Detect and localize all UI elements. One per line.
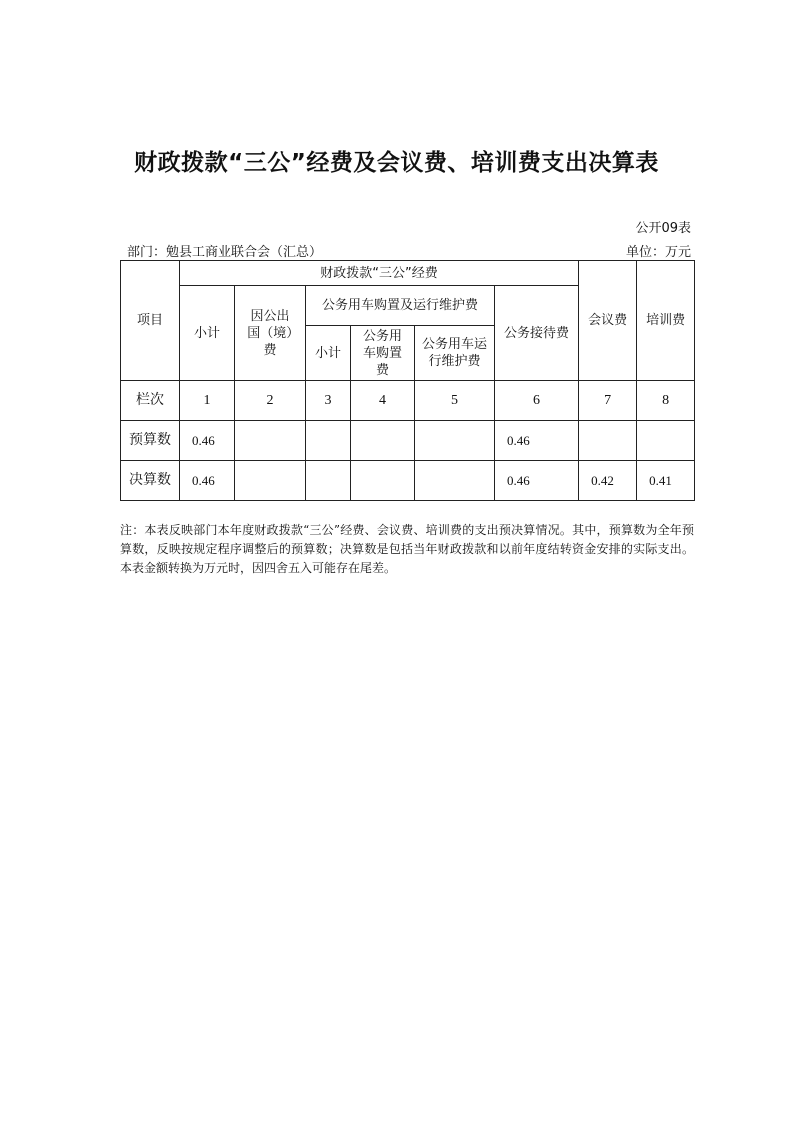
- column-index-cell: 6: [495, 381, 579, 421]
- final-cell: 0.41: [637, 461, 695, 501]
- final-cell: 0.42: [579, 461, 637, 501]
- column-index-cell: 1: [180, 381, 235, 421]
- final-cell: [235, 461, 306, 501]
- budget-cell: [235, 421, 306, 461]
- budget-cell: [306, 421, 351, 461]
- header-vehicle-purchase: 公务用车购置费: [351, 326, 415, 381]
- row-label-column-index: 栏次: [121, 381, 180, 421]
- header-reception: 公务接待费: [495, 286, 579, 381]
- header-vehicle-operation: 公务用车运行维护费: [415, 326, 495, 381]
- header-training: 培训费: [637, 261, 695, 381]
- final-cell: 0.46: [180, 461, 235, 501]
- column-index-cell: 7: [579, 381, 637, 421]
- budget-cell: [579, 421, 637, 461]
- header-subtotal: 小计: [180, 286, 235, 381]
- final-cell: [351, 461, 415, 501]
- page-title: 财政拨款“三公”经费及会议费、培训费支出决算表: [134, 150, 659, 176]
- header-sangong: 财政拨款“三公”经费: [180, 261, 579, 286]
- header-vehicle-subtotal: 小计: [306, 326, 351, 381]
- header-abroad: 因公出国（境）费: [235, 286, 306, 381]
- column-index-cell: 4: [351, 381, 415, 421]
- unit-label: 单位：万元: [625, 245, 691, 260]
- budget-cell: 0.46: [495, 421, 579, 461]
- column-index-cell: 3: [306, 381, 351, 421]
- budget-cell: [637, 421, 695, 461]
- column-index-cell: 8: [637, 381, 695, 421]
- header-vehicle-group: 公务用车购置及运行维护费: [306, 286, 495, 326]
- expense-table: [120, 260, 695, 501]
- column-index-cell: 2: [235, 381, 306, 421]
- row-label-final: 决算数: [121, 461, 180, 501]
- header-item: 项目: [121, 261, 180, 381]
- footnote: 注：本表反映部门本年度财政拨款“三公”经费、会议费、培训费的支出预决算情况。其中，预算数为全年预算数，反映按规定程序调整后的预算数；决算数是包括当年财政拨款和以前年度结转资金安排的实际支出。本表金额转换为万元时，因四舍五入可能存在尾差。: [120, 523, 694, 575]
- budget-cell: [415, 421, 495, 461]
- final-cell: 0.46: [495, 461, 579, 501]
- column-index-cell: 5: [415, 381, 495, 421]
- department-label: 部门：勉县工商业联合会（汇总）: [127, 245, 323, 260]
- budget-cell: [351, 421, 415, 461]
- row-label-budget: 预算数: [121, 421, 180, 461]
- final-cell: [415, 461, 495, 501]
- table-number: 公开09表: [635, 221, 691, 236]
- budget-cell: 0.46: [180, 421, 235, 461]
- final-cell: [306, 461, 351, 501]
- header-meeting: 会议费: [579, 261, 637, 381]
